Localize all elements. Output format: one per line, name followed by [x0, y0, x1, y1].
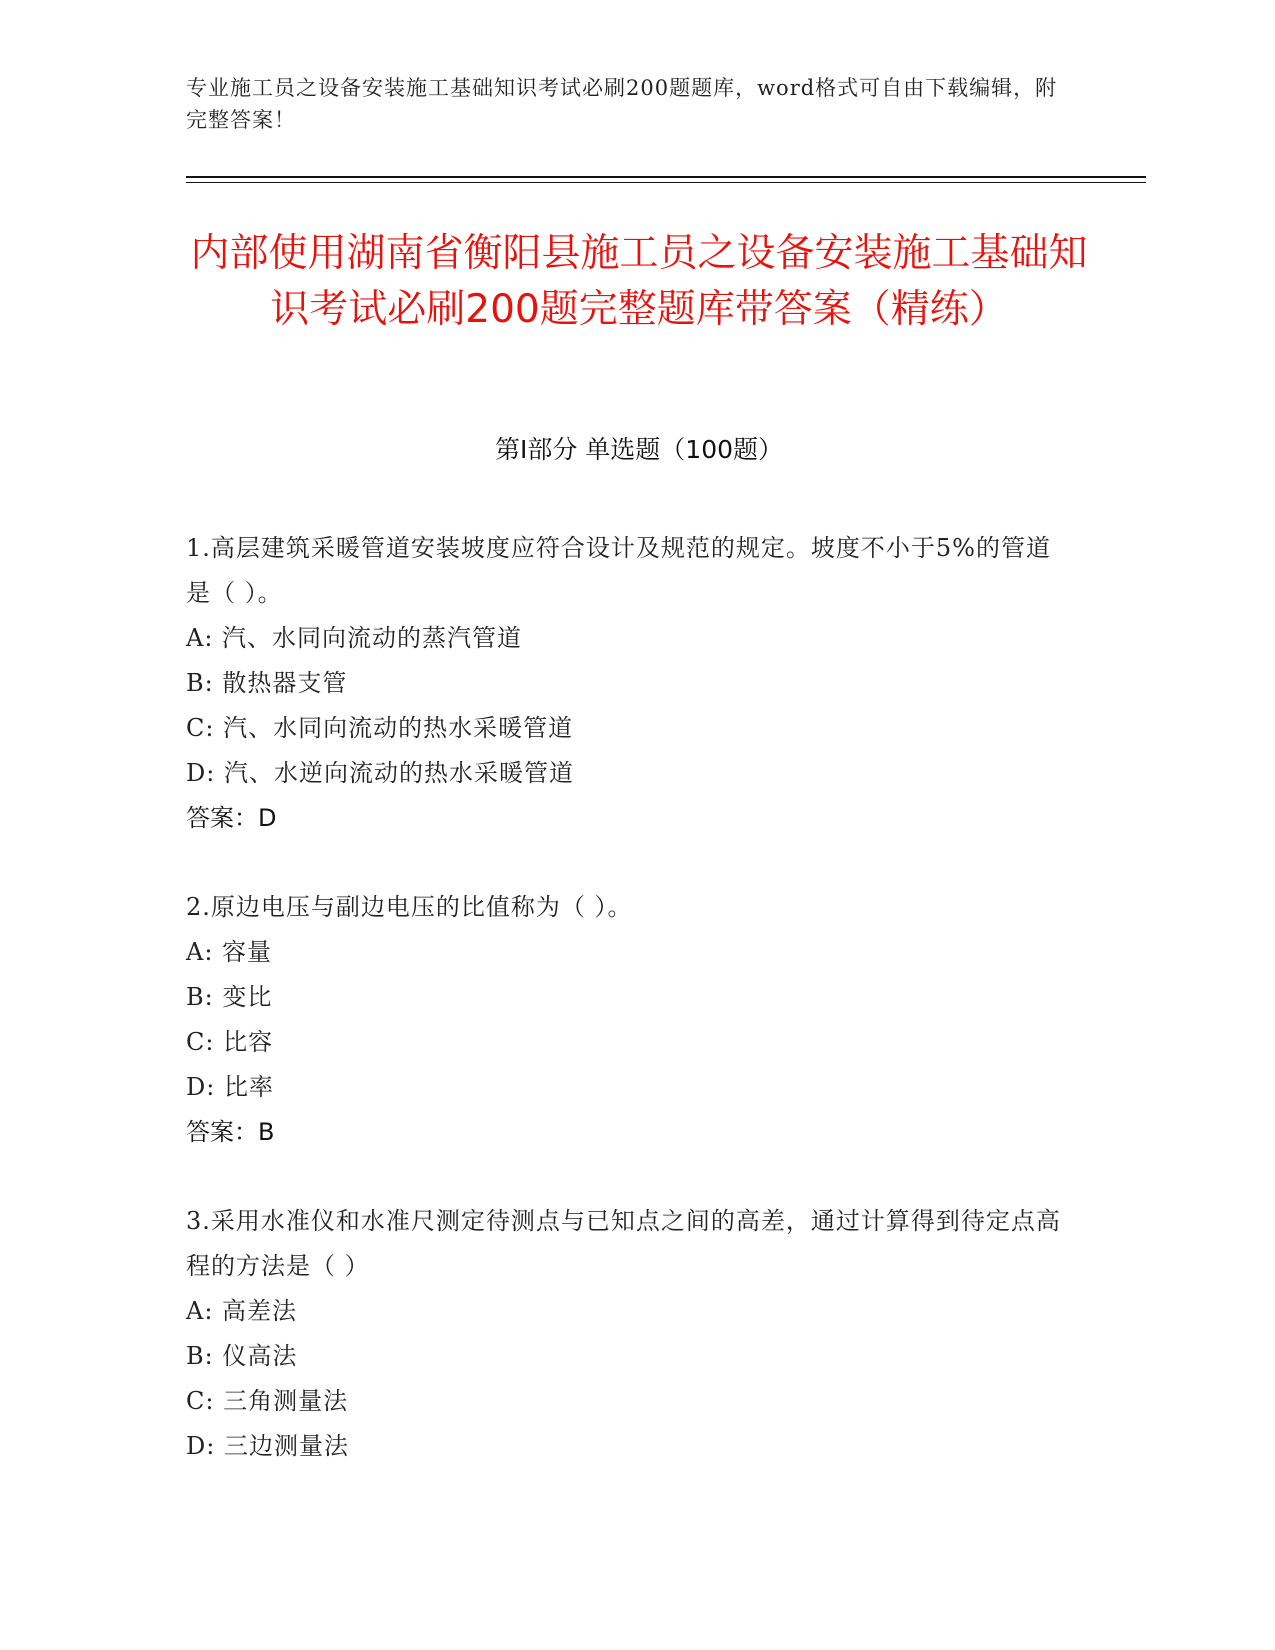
option-c: C: 三角测量法 [186, 1387, 349, 1415]
option-c: C: 汽、水同向流动的热水采暖管道 [186, 714, 574, 742]
option-a: A: 高差法 [186, 1297, 298, 1325]
question-stem: 3.采用水准仪和水准尺测定待测点与已知点之间的高差，通过计算得到待定点高程的方法是（ ） [186, 1207, 1061, 1280]
header-divider-thin [186, 182, 1146, 183]
answer-label: 答案：D [186, 804, 277, 832]
question-list [186, 526, 1066, 1513]
option-b: B: 散热器支管 [186, 669, 348, 697]
question-2 [186, 885, 1066, 1155]
document-title: 内部使用湖南省衡阳县施工员之设备安装施工基础知识考试必刷200题完整题库带答案（精练） [190, 231, 1088, 332]
option-d: D: 三边测量法 [186, 1432, 349, 1460]
answer-label: 答案：B [186, 1118, 275, 1146]
option-b: B: 变比 [186, 983, 273, 1011]
option-b: B: 仪高法 [186, 1342, 298, 1370]
header-note: 专业施工员之设备安装施工基础知识考试必刷200题题库，word格式可自由下载编辑，附完整答案！ [186, 76, 1058, 132]
header-divider-thick [186, 176, 1146, 178]
option-d: D: 汽、水逆向流动的热水采暖管道 [186, 759, 574, 787]
section-title: 第Ⅰ部分 单选题（100题） [494, 435, 784, 464]
question-3 [186, 1199, 1066, 1469]
option-c: C: 比容 [186, 1028, 274, 1056]
question-stem: 2.原边电压与副边电压的比值称为（ ）。 [186, 893, 633, 921]
option-a: A: 汽、水同向流动的蒸汽管道 [186, 624, 523, 652]
question-stem: 1.高层建筑采暖管道安装坡度应符合设计及规范的规定。坡度不小于5%的管道是（ ）。 [186, 534, 1051, 607]
option-d: D: 比率 [186, 1073, 274, 1101]
option-a: A: 容量 [186, 938, 273, 966]
question-1 [186, 526, 1066, 841]
